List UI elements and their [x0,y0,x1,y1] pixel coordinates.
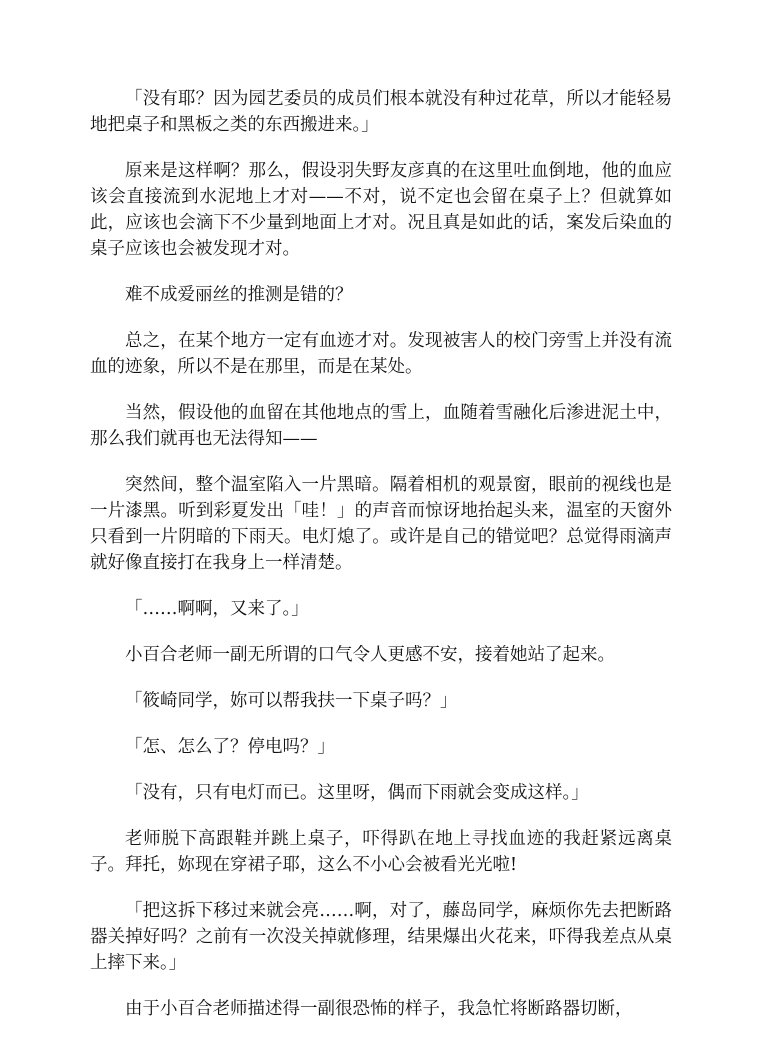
paragraph: 小百合老师一副无所谓的口气令人更感不安，接着她站了起来。 [125,645,615,665]
paragraph: 「没有耶？因为园艺委员的成员们根本就没有种过花草，所以才能轻易地把桌子和黑板之类的东西搬进来。」 [90,89,672,135]
paragraph: 「……啊啊，又来了。」 [125,599,309,619]
document-body [90,86,672,1042]
paragraph: 原来是这样啊？那么，假设羽失野友彦真的在这里吐血倒地，他的血应该会直接流到水泥地上才对——不对，说不定也会留在桌子上？但就算如此，应该也会滴下不少量到地面上才对。况且真是如此的话，案发后染血的桌子应该也会被发现才对。 [90,161,672,259]
paragraph: 「怎、怎么了？停电吗？」 [125,737,335,757]
paragraph: 「把这拆下移过来就会亮……啊，对了，藤岛同学，麻烦你先去把断路器关掉好吗？之前有一次没关掉就修理，结果爆出火花来，吓得我差点从桌上摔下来。」 [90,901,672,973]
paragraph: 总之，在某个地方一定有血迹才对。发现被害人的校门旁雪上并没有流血的迹象，所以不是在那里，而是在某处。 [90,331,672,377]
paragraph: 突然间，整个温室陷入一片黑暗。隔着相机的观景窗，眼前的视线也是一片漆黑。听到彩夏发出「哇！」的声音而惊讶地抬起头来，温室的天窗外只看到一片阴暗的下雨天。电灯熄了。或许是自己的错觉吧？总觉得雨滴声就好像直接打在我身上一样清楚。 [90,475,672,573]
paragraph: 「筱崎同学，妳可以帮我扶一下桌子吗？」 [125,691,458,711]
paragraph: 当然，假设他的血留在其他地点的雪上，血随着雪融化后渗进泥土中，那么我们就再也无法得知—— [90,403,672,449]
paragraph: 老师脱下高跟鞋并跳上桌子，吓得趴在地上寻找血迹的我赶紧远离桌子。拜托，妳现在穿裙子耶，这么不小心会被看光光啦! [90,829,672,875]
paragraph: 「没有，只有电灯而已。这里呀，偶而下雨就会变成这样。」 [125,783,589,803]
paragraph: 难不成爱丽丝的推测是错的？ [125,285,353,305]
paragraph: 由于小百合老师描述得一副很恐怖的样子，我急忙将断路器切断， [125,999,633,1019]
